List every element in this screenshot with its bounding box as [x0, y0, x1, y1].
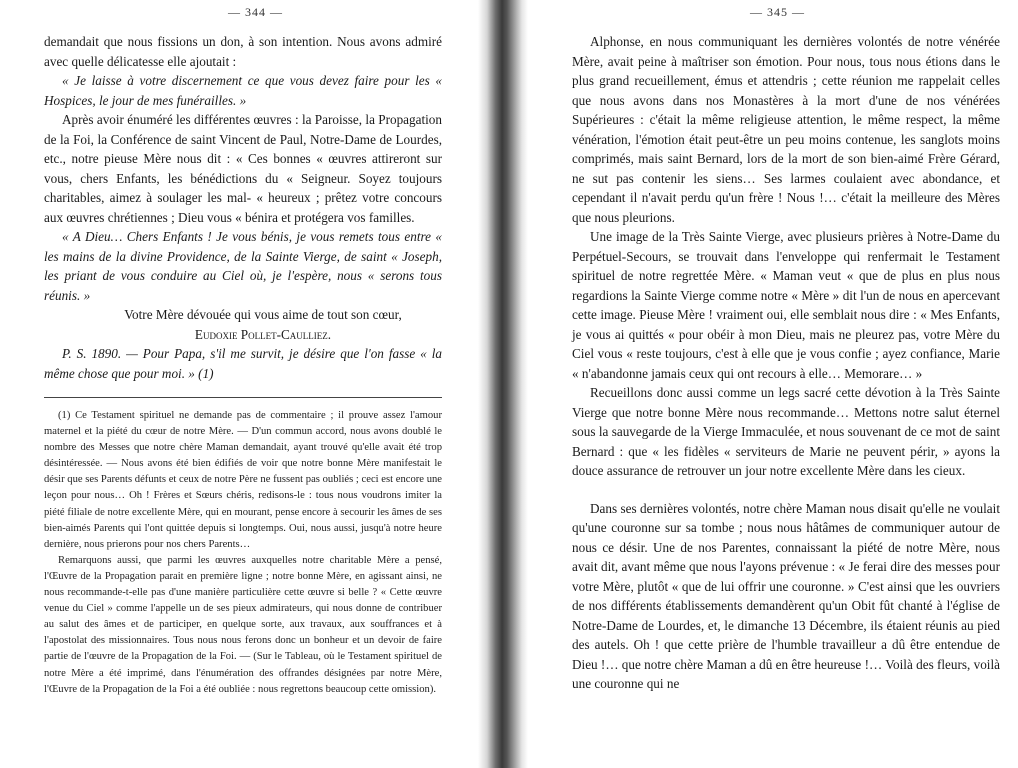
page-number-left: — 344 —	[228, 5, 283, 19]
left-page-body	[44, 32, 442, 383]
footnote-paragraph: (1) Ce Testament spirituel ne demande pas de commentaire ; il prouve assez l'amour maternel et la piété du cœur de notre Mère. — D'un commun accord, nous avons doublé le nombre des Messes que notre chère Maman demandait, ayant trouvé qu'elle avait été trop désintéressée. — Nous avons été bien édifiés de voir que notre bonne Mère manifestait le désir que ses Parents défunts et ceux de notre Père ne fussent pas oubliés ; ceci est encore une leçon pour nous… Oh ! Frères et Sœurs chéris, redisons-le : tous nous voudrons imiter la piété filiale de notre excellente Mère, qui en mourant, pense encore à secourir les âmes de ses bien-aimés Parents qui l'ont quittée depuis si longtemps. Oui, nous aussi, jusqu'à notre heure dernière, nous prierons pour nos chers Parents…	[44, 410, 442, 550]
paragraph: Une image de la Très Sainte Vierge, avec plusieurs prières à Notre-Dame du Perpétuel-Secours, se trouvait dans l'enveloppe qui renfermait le Testament spirituel de notre regrettée Mère. « Maman veut « que de plus en plus nous regardions la Sainte Vierge comme notre « Mère » dit l'un de nous en apercevant cette image. Pieuse Mère ! vraiment oui, elle semblait nous dire : « Mes Enfants, je vous ai quittés « pour obéir à mon Dieu, mais ne pleurez pas, votre Mère du Ciel vous « reste toujours, c'est à elle que je vous confie ; ayez confiance, Marie « n'abandonne jamais ceux qui ont recours à elle… Memorare… »	[572, 229, 1000, 381]
signature-line: Votre Mère dévouée qui vous aime de tout son cœur,	[124, 307, 402, 322]
right-page	[528, 0, 1018, 768]
paragraph: Recueillons donc aussi comme un legs sacré cette dévotion à la Très Sainte Vierge que notre bonne Mère nous recommande… Mettons notre salut éternel sous la sauvegarde de la Vierge Immaculée, et nous souvenant de ce mot de saint Bernard : que « les fidèles « serviteurs de Marie ne peuvent périr, » ayons la douce assurance de retrouver un jour notre excellente Mère dans les cieux.	[572, 385, 1000, 478]
paragraph: Alphonse, en nous communiquant les dernières volontés de notre vénérée Mère, avait peine à maîtriser son émotion. Pour nous, tous nous étions dans le plus grand recueillement, émus et attendris ; cette réunion me rappelait celles que nous avons dans nos Monastères à la mort d'une de nos vénérées Supérieures : c'était la même religieuse attention, le même respect, la même vénération, l'émotion était peut-être un peu moins contenue, les sanglots moins comprimés, mais saint Bernard, lors de la mort de son bien-aimé Frère Gérard, ne sut pas contenir les siens… Ses larmes coulaient avec abondance, et cependant il n'avait perdu qu'un frère ! Nous !… c'était la meilleure des Mères que nous pleurions.	[572, 34, 1000, 225]
postscript: P. S. 1890. — Pour Papa, s'il me survit, je désire que l'on fasse « la même chose que pour moi. » (1)	[44, 346, 442, 381]
right-page-body	[572, 32, 1000, 694]
page-number-right: — 345 —	[750, 5, 805, 19]
footnote-paragraph: Remarquons aussi, que parmi les œuvres auxquelles notre charitable Mère a pensé, l'Œuvre de la Propagation parait en première ligne ; notre bonne Mère, en agissant ainsi, ne nous recommande-t-elle pas d'une manière particulière cette œuvre si belle ? « Cette œuvre venue du Ciel » comme l'appelle un de ses pieux admirateurs, qui nous donne de contribuer au salut des âmes et de participer, en quelque sorte, aux travaux, aux souffrances et à l'apostolat des missionnaires. Tous nous nous ferons donc un bonheur et un devoir de faire partie de l'œuvre de la Propagation de la Foi. — (Sur le Tableau, où le Testament spirituel de notre Mère a été imprimé, dans l'énumération des offrandes désignées par notre Mère, l'Œuvre de la Propagation de la Foi a été oubliée : nous regrettons beaucoup cette omission).	[44, 554, 442, 695]
book-gutter	[478, 0, 528, 768]
footnote	[44, 408, 442, 698]
quote-paragraph: « A Dieu… Chers Enfants ! Je vous bénis, je vous remets tous entre « les mains de la divine Providence, de la Sainte Vierge, de saint « Joseph, les priant de vous conduire au Ciel où, je l'espère, nous « serons tous réunis. »	[44, 229, 442, 303]
signature-name: Eudoxie Pollet-Caulliez.	[194, 326, 332, 342]
paragraph: Après avoir énuméré les différentes œuvres : la Paroisse, la Propagation de la Foi, la Conférence de saint Vincent de Paul, Notre-Dame de Lourdes, etc., notre pieuse Mère nous dit : « Ces bonnes « œuvres attireront sur vous, chers Enfants, les bénédictions du « Seigneur. Soyez toujours charitables, aimez à soulager les mal- « heureux ; prêtez votre concours aux œuvres chrétiennes ; Dieu vous « bénira et protégera vos familles.	[44, 112, 442, 225]
paragraph: demandait que nous fissions un don, à son intention. Nous avons admiré avec quelle délicatesse elle ajoutait :	[44, 34, 442, 69]
left-page	[0, 0, 478, 768]
paragraph: Dans ses dernières volontés, notre chère Maman nous disait qu'elle ne voulait qu'une couronne sur sa tombe ; nous nous hâtâmes de communiquer autour de nous ce désir. Une de nos Parentes, connaissant la piété de notre Mère, nous avait dit, avant même que nous l'ayons prévenue : « Je ferai dire des messes pour votre Mère, plutôt « que de lui offrir une couronne. » C'est ainsi que les ouvriers de nos différents établissements demandèrent qu'un Obit fût chanté à l'église de Notre-Dame de Lourdes, et, le dimanche 13 Décembre, ils étaient réunis au pied des autels. Oh ! que cette prière de l'humble travailleur a dû être entendue de Dieu !… que notre chère Maman a dû en être heureuse !… Voilà des fleurs, voilà une couronne qui ne	[572, 500, 1000, 691]
footnote-divider	[44, 397, 442, 398]
section-gap	[572, 481, 1000, 499]
quote-paragraph: « Je laisse à votre discernement ce que vous devez faire pour les « Hospices, le jour de mes funérailles. »	[44, 73, 442, 108]
